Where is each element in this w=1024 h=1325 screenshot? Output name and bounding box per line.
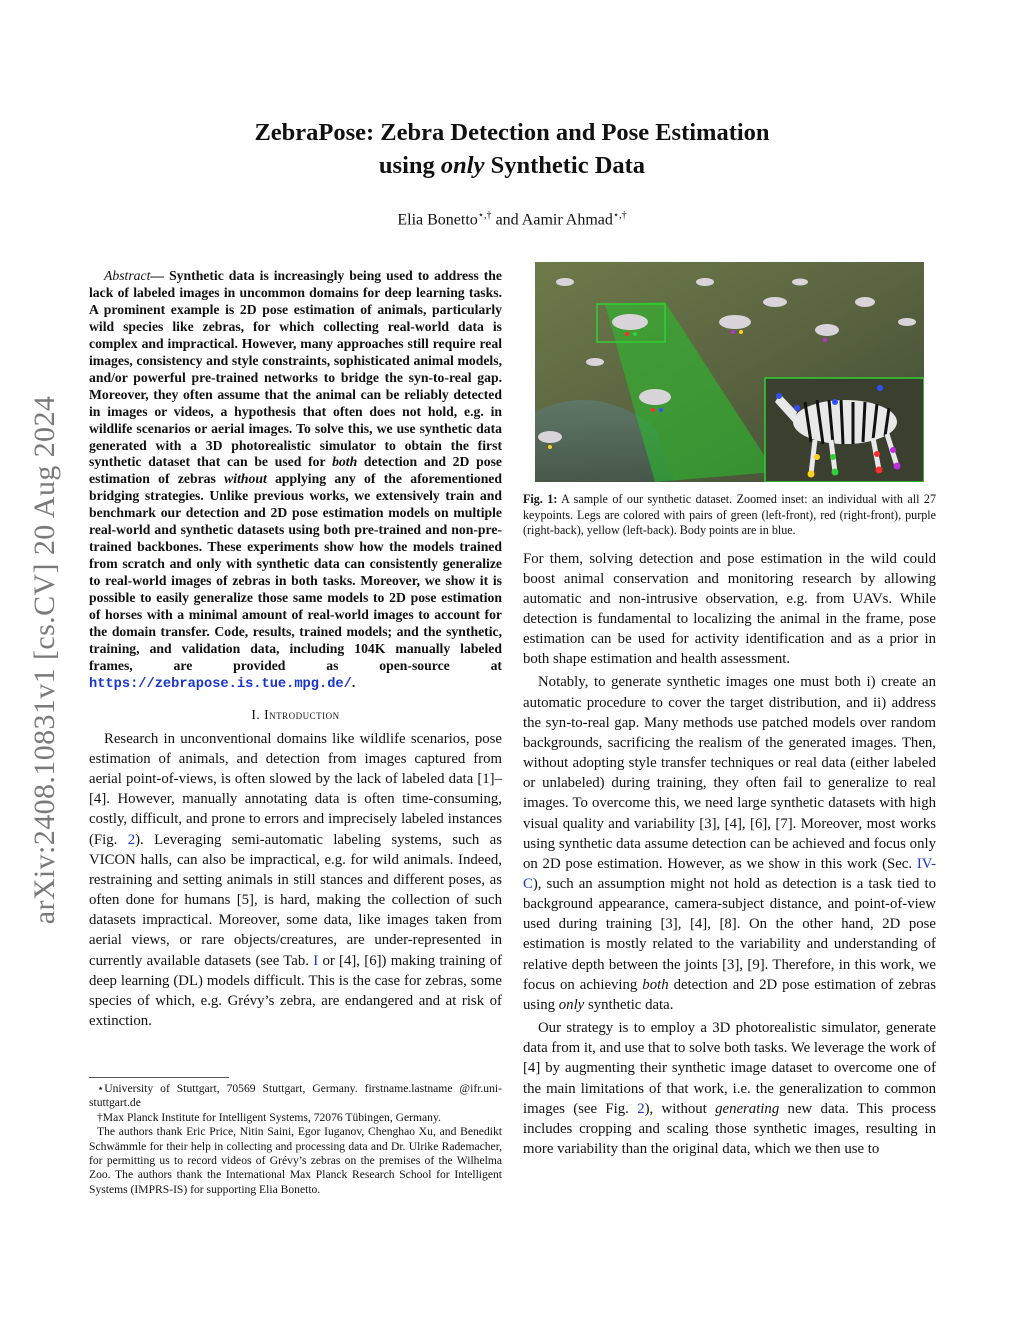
figure-1-label: Fig. 1:: [523, 492, 558, 506]
right-p2-text-4: synthetic data.: [584, 996, 674, 1013]
section-number: I.: [251, 706, 265, 722]
figure-1-caption-text: A sample of our synthetic dataset. Zoomed inset: an individual with all 27 keypoints. Legs are colored with pairs of green (left-front), red (right-front), purple (right-back), yellow (left-back). Body points are in blue.: [523, 492, 937, 537]
right-p2-text-1: Notably, to generate synthetic images one must both i) create an automatic procedure to cover the target distribution, and ii) address the syn-to-real gap. Many methods use patched models over random backgrounds, sacrificing the realism of the generated images. Then, without adopting style transfer techniques or real data (either labeled or unlabeled) during training, they often fail to generalize to real images. To overcome this, we need large synthetic datasets with high visual quality and variability [3], [4], [6], [7]. Moreover, most works using synthetic data assume detection can be achieved and focus only on 2D pose estimation. However, as we show in this work (Sec.: [523, 674, 936, 872]
right-p3-text-1: Our strategy is to employ a 3D photorealistic simulator, generate data from it, and use that to solve both tasks. We leverage the work of [4] by augmenting their synthetic image dataset to overcome one of the main limitations of that work, i.e. the generalization to common images (see Fig.: [523, 1020, 936, 1117]
author-and: and: [491, 211, 522, 229]
ref-fig-2-link-right[interactable]: 2: [637, 1100, 645, 1117]
title-line-2-post: Synthetic Data: [484, 152, 646, 179]
abstract-label: Abstract: [104, 268, 151, 283]
abstract-emph-both: both: [332, 454, 358, 470]
abstract-emph-without: without: [224, 471, 267, 487]
right-p3-text-2: ), without: [644, 1100, 716, 1117]
footnote-rule: [89, 1077, 229, 1078]
title-line-1: ZebraPose: Zebra Detection and Pose Estimation: [254, 119, 770, 146]
intro-text-3: or [4], [6]) making training of deep learning (DL) models difficult. This is the case for zebras, some species of which, e.g. Grévy’s zebra, are endangered and at risk of extinction.: [89, 952, 502, 1030]
right-p2-text-3: detection and 2D pose estimation of zebras using: [523, 976, 936, 1013]
section-heading-introduction: [89, 707, 502, 723]
footnotes: [89, 1077, 502, 1197]
right-emph-both: both: [642, 976, 669, 993]
right-paragraph-3: [523, 1018, 936, 1159]
footnote-2: †Max Planck Institute for Intelligent Systems, 72076 Tübingen, Germany.: [97, 1110, 441, 1124]
author-1: Elia Bonetto: [397, 211, 478, 229]
ref-section-iv-c-link[interactable]: IV-C: [523, 855, 936, 892]
abstract-text-2: detection and 2D pose estimation of zebras: [89, 454, 502, 487]
ref-table-1-link[interactable]: I: [313, 952, 319, 969]
author-2-affil: ⋆,†: [612, 210, 627, 221]
author-list: [0, 210, 1024, 229]
left-column: [89, 268, 502, 1031]
abstract: [89, 268, 502, 694]
arxiv-identifier: arXiv:2408.10831v1 [cs.CV] 20 Aug 2024: [28, 395, 61, 925]
project-url-link[interactable]: https://zebrapose.is.tue.mpg.de/: [89, 676, 352, 692]
abstract-end: .: [351, 674, 356, 690]
right-p2-text-2: ), such an assumption might not hold as detection is a task tied to background appearance, camera-subject distance, and point-of-view used during training [3], [4], [8]. On the other hand, 2D pose estimation is mostly related to the variability and understanding of relative depth between the joints [3], [9]. Therefore, in this work, we focus on achieving: [523, 876, 936, 993]
figure-1-caption: [523, 492, 936, 539]
right-paragraph-2: [523, 672, 936, 1015]
ref-fig-2-link[interactable]: 2: [127, 831, 136, 848]
intro-paragraph: [89, 729, 502, 1031]
right-p3-text-3: new data. This process includes cropping and scaling those synthetic images, resulting in more variability than the original data, which we then use to: [523, 1100, 936, 1158]
author-2: Aamir Ahmad: [521, 211, 613, 229]
footnote-3: The authors thank Eric Price, Nitin Saini, Egor Iuganov, Chenghao Xu, and Benedikt Schwämmle for their help in collecting and processing data and Dr. Ulrike Rademacher, for permitting us to record videos of Grévy’s zebras on the premises of the Wilhelma Zoo. The authors thank the International Max Planck Research School for Intelligent Systems (IMPRS-IS) for supporting Elia Bonetto.: [89, 1125, 502, 1196]
right-paragraph-1: For them, solving detection and pose estimation in the wild could boost animal conservation and monitoring research by allowing automatic and non-intrusive observation, e.g. from UAVs. While detection is fundamental to localizing the animal in the frame, pose estimation can be used for activity identification and as a prior in both shape estimation and health assessment.: [523, 550, 936, 668]
abstract-text-1: Synthetic data is increasingly being used to address the lack of labeled images in uncommon domains for deep learning tasks. A prominent example is 2D pose estimation of animals, particularly wild species like zebras, for which collecting real-world data is complex and impractical. However, many approaches still require real images, consistency and style constraints, sophisticated animal models, and/or powerful pre-trained networks to bridge the syn-to-real gap. Moreover, they often assume that the animal can be reliably detected in images or videos, a hypothesis that often does not hold, e.g. in wildlife scenarios or aerial images. To solve this, we use synthetic data generated with a 3D photorealistic simulator to obtain the first synthetic dataset that can be used for: [89, 268, 502, 470]
figure-1-image: [535, 262, 924, 482]
arxiv-sidebar: [20, 340, 70, 980]
title-emphasis: only: [440, 152, 485, 179]
title-line-2-pre: using: [378, 152, 441, 179]
synthetic-zebra-scene: [535, 262, 924, 482]
right-emph-only: only: [558, 996, 585, 1013]
abstract-dash: —: [150, 268, 170, 283]
author-1-affil: ⋆,†: [477, 210, 492, 221]
section-title: Introduction: [264, 706, 340, 722]
right-column: [523, 262, 936, 1159]
intro-text-2: ). Leveraging semi-automatic labeling systems, such as VICON halls, can also be impractical, e.g. for wild animals. Indeed, restraining and setting animals in still stances and different poses, as often done for humans [5], is hard, making the collection of such datasets impractical. Moreover, some data, like images taken from aerial views, or rare objects/creatures, are under-represented in currently available datasets (see Tab.: [89, 831, 502, 969]
right-emph-generating: generating: [715, 1100, 780, 1117]
abstract-text-3: applying any of the aforementioned bridging strategies. Unlike previous works, we extensively train and benchmark our detection and 2D pose estimation models on multiple real-world and synthetic datasets using both pre-trained and non-pre-trained backbones. These experiments show how the models trained from scratch and only with synthetic data can consistently generalize to real-world images of zebras in both tasks. Moreover, we show it is possible to easily generalize those same models to 2D pose estimation of horses with a minimal amount of real-world images to account for the domain transfer. Code, results, trained models; and the synthetic, training, and validation data, including 104K manually labeled frames, are provided as open-source at: [89, 471, 502, 673]
paper-title: [0, 116, 1024, 182]
intro-text-1: Research in unconventional domains like wildlife scenarios, pose estimation of animals, and detection from images captured from aerial point-of-views, is often slowed by the lack of labeled data [1]–[4]. However, manually annotating data is often time-consuming, costly, difficult, and prone to errors and imprecisely labeled instances (Fig.: [89, 730, 502, 848]
footnote-1: ⋆University of Stuttgart, 70569 Stuttgart, Germany. firstname.lastname @ifr.uni-stuttgart.de: [89, 1082, 502, 1110]
title-line-2: [0, 149, 1024, 182]
